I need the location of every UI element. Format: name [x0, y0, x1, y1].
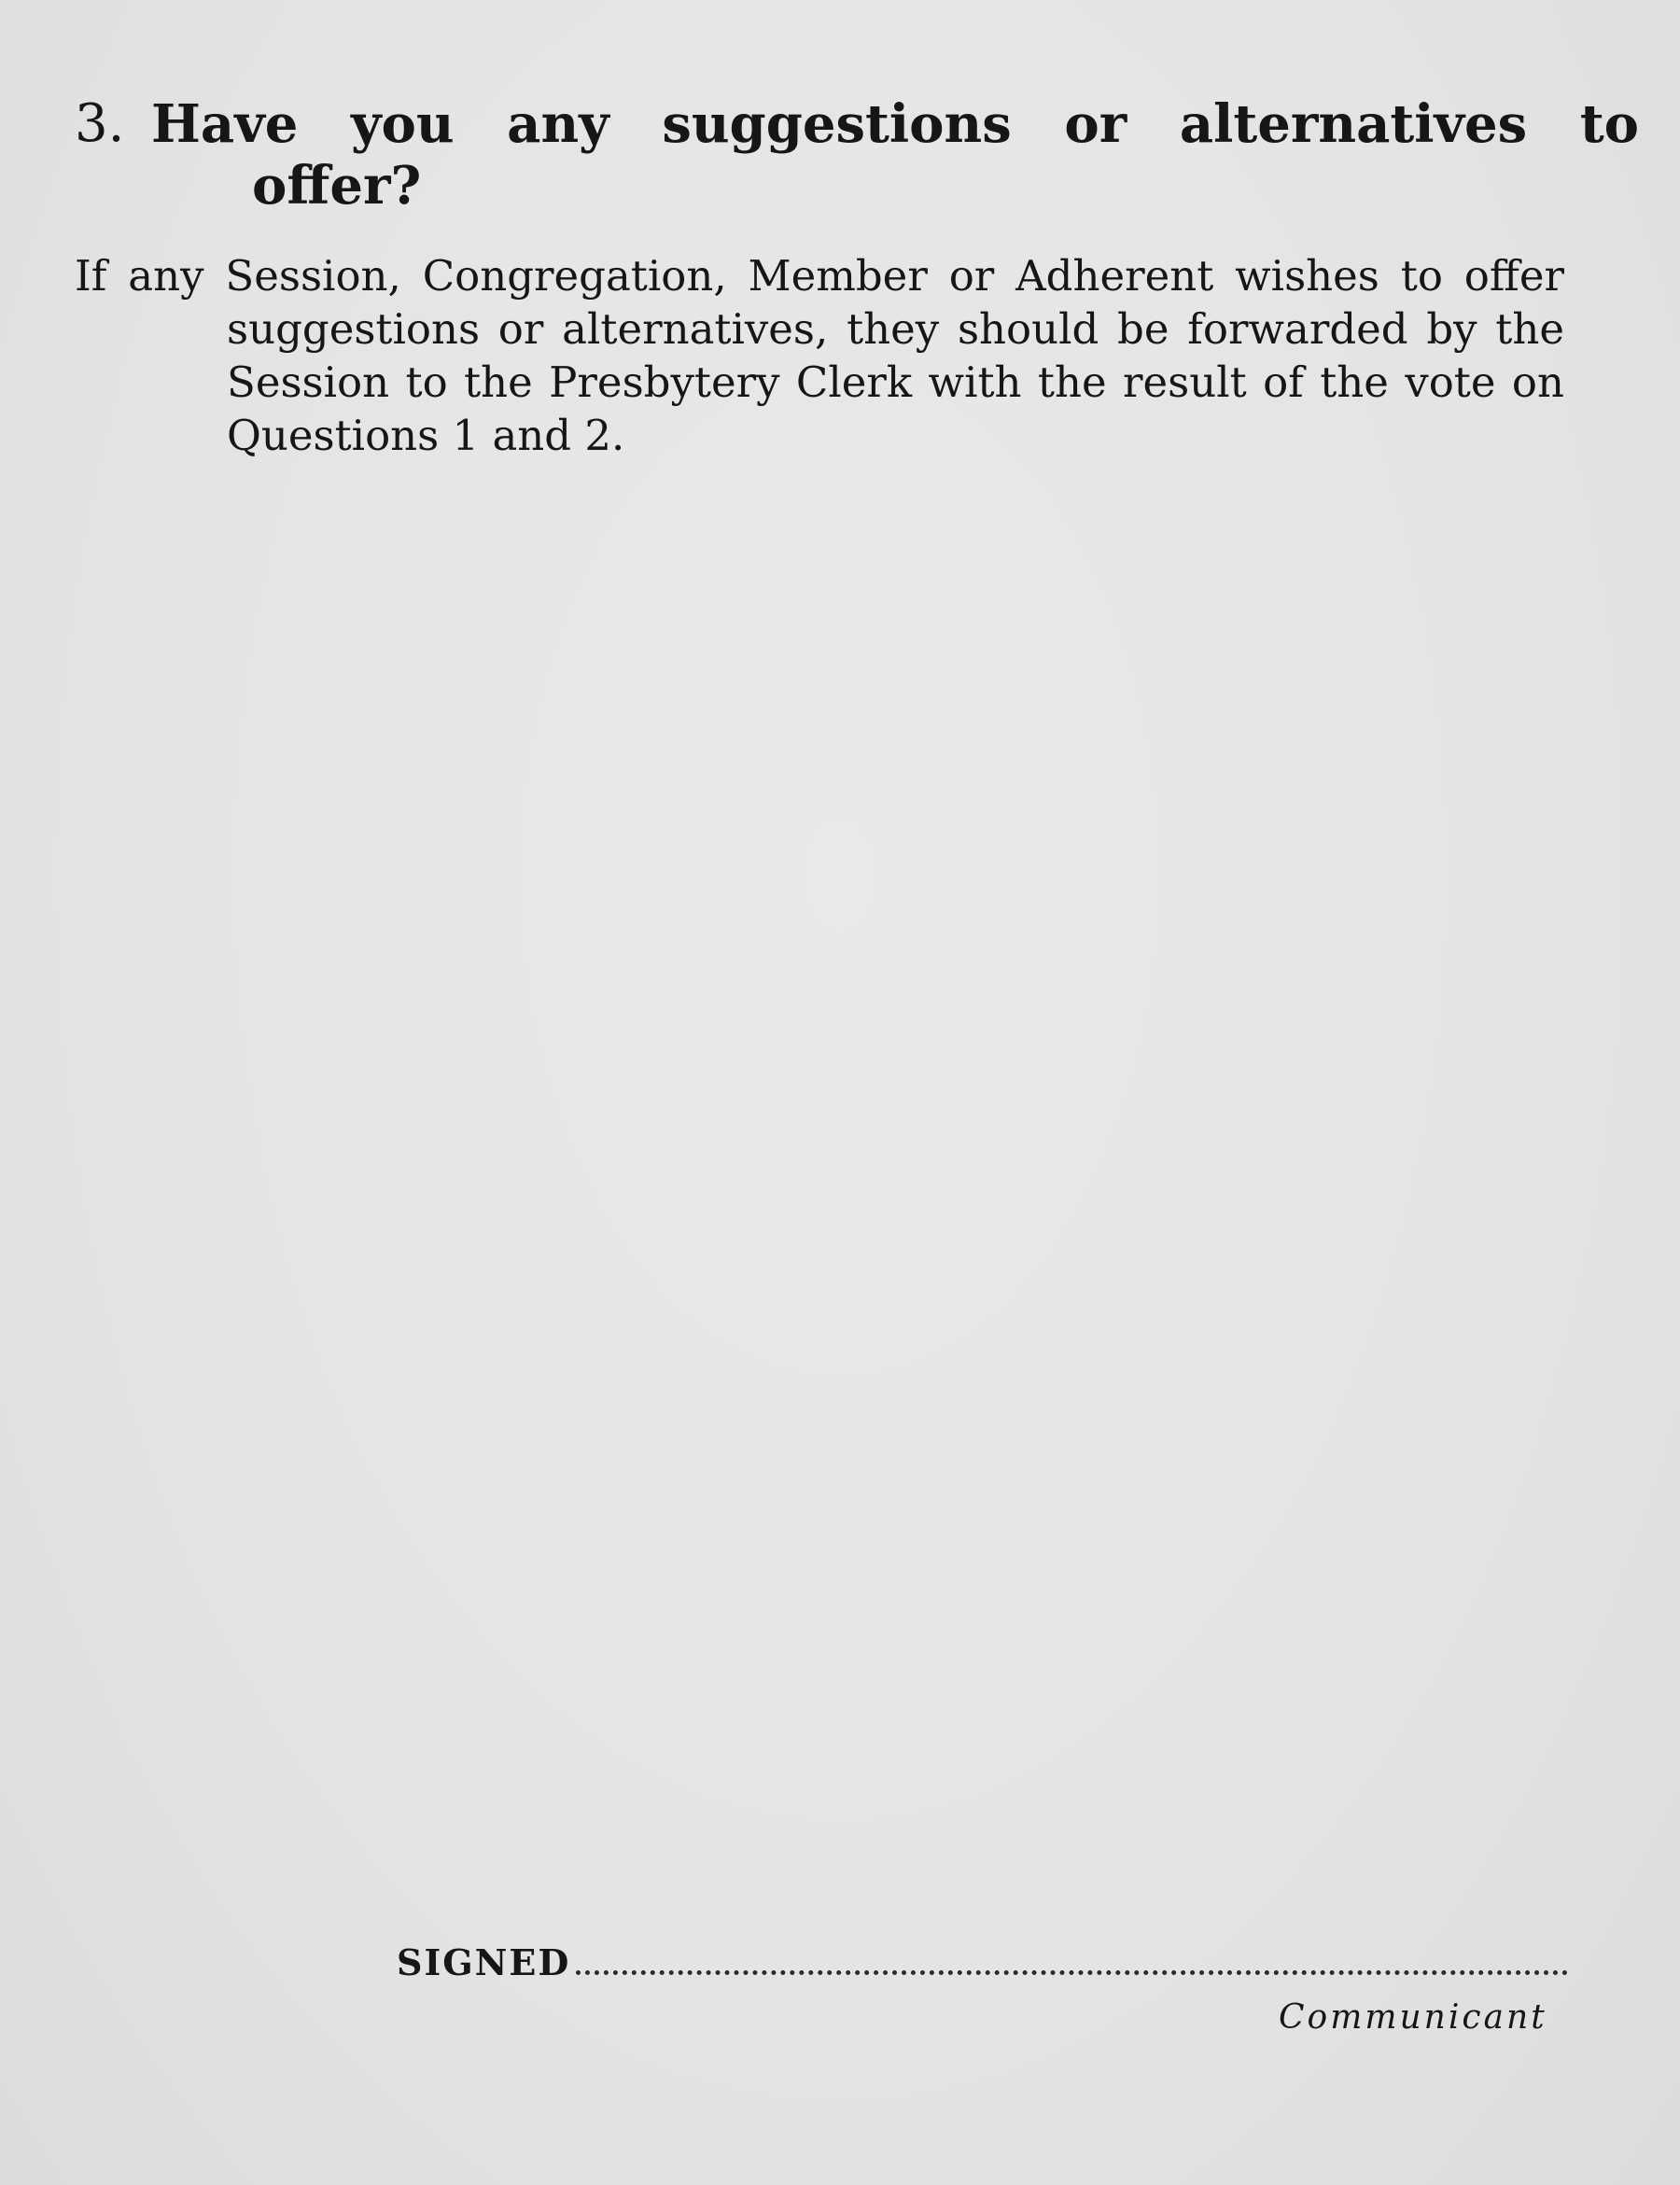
question-word: suggestions — [662, 93, 1012, 155]
instructions-paragraph — [75, 249, 1564, 462]
question-line-1 — [151, 93, 1639, 155]
question-number: 3. — [75, 93, 125, 154]
question-word: alternatives — [1179, 93, 1528, 155]
question-word: you — [350, 93, 455, 155]
signed-label: SIGNED — [397, 1941, 571, 1983]
instructions-continuation: suggestions or alternatives, they should be forwarded by the Session to the Presbytery Clerk with the result of the vote on Questions 1 and 2. — [227, 304, 1564, 460]
question-line-2: offer? — [252, 155, 422, 217]
question-word: Have — [151, 93, 299, 155]
instructions-first-line: If any Session, Congregation, Member or Adherent wishes to offer — [75, 251, 1564, 301]
communicant-caption: Communicant — [1279, 1998, 1547, 2037]
question-word: or — [1064, 93, 1127, 155]
question-word: to — [1579, 93, 1640, 155]
signature-field[interactable] — [397, 1941, 1568, 1984]
signature-dotted-line[interactable] — [576, 1942, 1568, 1975]
question-word: any — [507, 93, 609, 155]
